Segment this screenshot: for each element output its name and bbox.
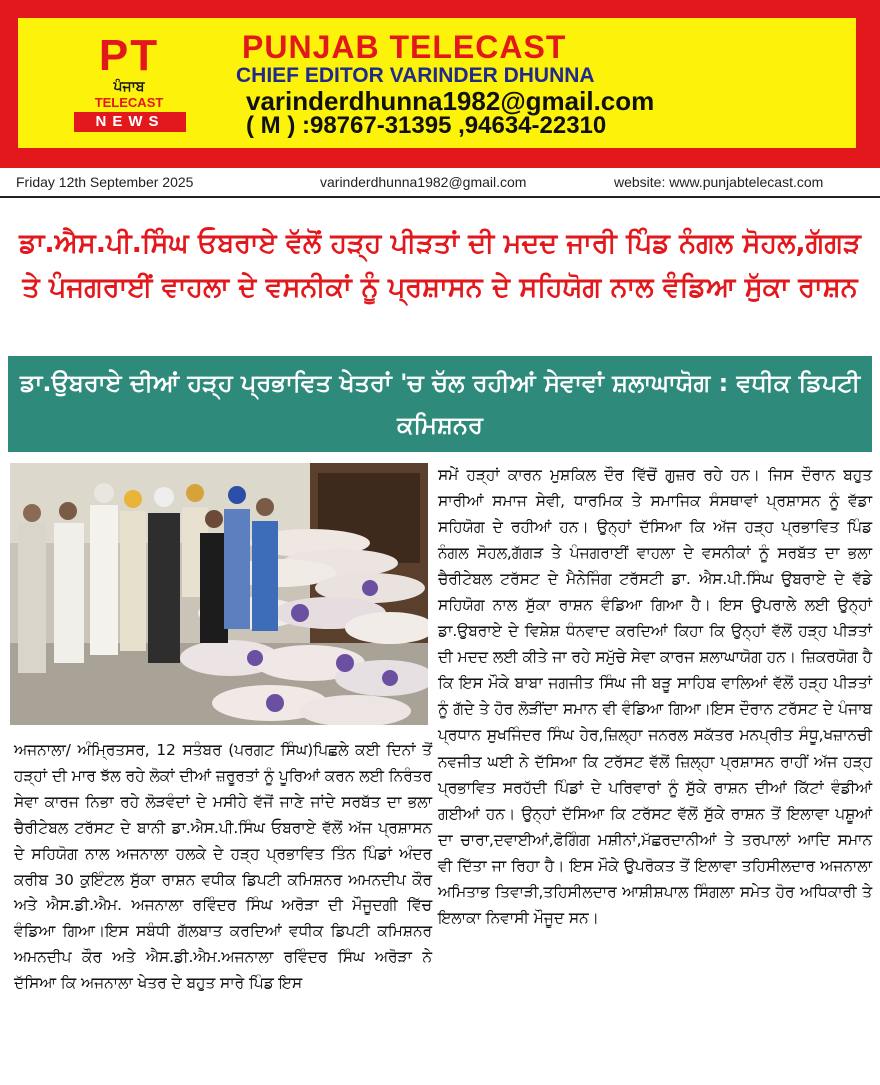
masthead-editor: CHIEF EDITOR VARINDER DHUNNA bbox=[236, 64, 595, 87]
masthead-email: varinderdhunna1982@gmail.com bbox=[246, 86, 655, 116]
article-subheadline: ਡਾ.ਉਬਰਾਏ ਦੀਆਂ ਹੜ੍ਹ ਪ੍ਰਭਾਵਿਤ ਖੇਤਰਾਂ 'ਚ ਚੱਲ ਰਹੀਆਂ ਸੇਵਾਵਾਂ ਸ਼ਲਾਘਾਯੋਗ : ਵਧੀਕ ਡਿਪਟੀ ਕਮਿਸ਼ਨਰ bbox=[8, 356, 872, 452]
info-email: varinderdhunna1982@gmail.com bbox=[320, 174, 527, 190]
logo-telecast-text: TELECAST bbox=[94, 95, 164, 110]
logo-news-text: NEWS bbox=[74, 112, 186, 132]
masthead-title: PUNJAB TELECAST bbox=[242, 29, 567, 65]
article-headline: ਡਾ.ਐਸ.ਪੀ.ਸਿੰਘ ਓਬਰਾਏ ਵੱਲੋਂ ਹੜ੍ਹ ਪੀੜਤਾਂ ਦੀ ਮਦਦ ਜਾਰੀ ਪਿੰਡ ਨੰਗਲ ਸੋਹਲ,ਗੱਗੜ ਤੇ ਪੰਜਗਰਾਈਂ ਵਾਹਲਾ ਦੇ ਵਸਨੀਕਾਂ ਨੂੰ ਪ੍ਰਸ਼ਾਸਨ ਦੇ ਸਹਿਯੋਗ ਨਾਲ ਵੰਡਿਆ ਸੁੱਕਾ ਰਾਸ਼ਨ bbox=[19, 228, 861, 303]
article-body-right: ਸਮੇਂ ਹੜ੍ਹਾਂ ਕਾਰਨ ਮੁਸ਼ਕਿਲ ਦੌਰ ਵਿੱਚੋਂ ਗੁਜ਼ਰ ਰਹੇ ਹਨ। ਜਿਸ ਦੌਰਾਨ ਬਹੁਤ ਸਾਰੀਆਂ ਸਮਾਜ ਸੇਵੀ, ਧਾਰਮਿਕ ਤੇ ਸਮਾਜਿਕ ਸੰਸਥਾਵਾਂ ਪ੍ਰਸ਼ਾਸਨ ਨੂੰ ਵੱਡਾ ਸਹਿਯੋਗ ਦੇ ਰਹੀਆਂ ਹਨ। ਉਨ੍ਹਾਂ ਦੱਸਿਆ ਕਿ ਅੱਜ ਹੜ੍ਹ ਪ੍ਰਭਾਵਿਤ ਪਿੰਡ ਨੰਗਲ ਸੋਹਲ,ਗੱਗੜ ਤੇ ਪੰਜਗਰਾਈਂ ਵਾਹਲਾ ਦੇ ਵਸਨੀਕਾਂ ਨੂੰ ਸਰਬੱਤ ਦਾ ਭਲਾ ਚੈਰੀਟੇਬਲ ਟਰੱਸਟ ਦੇ ਮੈਨੇਜਿੰਗ ਟਰੱਸਟੀ ਡਾ. ਐਸ.ਪੀ.ਸਿੰਘ ਉਬਰਾਏ ਦੇ ਵੱਡੇ ਸਹਿਯੋਗ ਨਾਲ ਸੁੱਕਾ ਰਾਸ਼ਨ ਵੰਡਿਆ ਗਿਆ ਹੈ। ਇਸ ਉਪਰਾਲੇ ਲਈ ਉਨ੍ਹਾਂ ਡਾ.ਉਬਰਾਏ ਦੇ ਵਿਸ਼ੇਸ਼ ਧੰਨਵਾਦ ਕਰਦਿਆਂ ਕਿਹਾ ਕਿ ਉਨ੍ਹਾਂ ਵੱਲੋਂ ਹੜ੍ਹ ਪੀੜਤਾਂ ਦੀ ਮਦਦ ਲਈ ਕੀਤੇ ਜਾ ਰਹੇ ਸਮੁੱਚੇ ਸੇਵਾ ਕਾਰਜ ਸ਼ਲਾਘਾਯੋਗ ਹਨ। ਜ਼ਿਕਰਯੋਗ ਹੈ ਕਿ ਇਸ ਮੌਕੇ ਬਾਬਾ ਜਗਜੀਤ ਸਿੰਘ ਜੀ ਬੜੂ ਸਾਹਿਬ ਵਾਲਿਆਂ ਵੱਲੋਂ ਹੜ੍ਹ ਪੀੜਤਾਂ ਨੂੰ ਗੱਦੇ ਤੇ ਹੋਰ ਲੋੜੀਂਦਾ ਸਮਾਨ ਵੀ ਵੰਡਿਆ ਗਿਆ।ਇਸ ਦੌਰਾਨ ਟਰੱਸਟ ਦੇ ਪੰਜਾਬ ਪ੍ਰਧਾਨ ਸੁਖਜਿੰਦਰ ਸਿੰਘ ਹੇਰ,ਜ਼ਿਲ੍ਹਾ ਜਨਰਲ ਸਕੱਤਰ ਮਨਪ੍ਰੀਤ ਸੰਧੂ,ਖਜ਼ਾਨਚੀ ਨਵਜੀਤ ਘਈ ਨੇ ਦੱਸਿਆ ਕਿ ਟਰੱਸਟ ਵੱਲੋਂ ਜ਼ਿਲ੍ਹਾ ਪ੍ਰਸ਼ਾਸਨ ਰਾਹੀਂ ਅੱਜ ਹੜ੍ਹ ਪ੍ਰਭਾਵਿਤ ਸਰਹੱਦੀ ਪਿੰਡਾਂ ਦੇ ਪਰਿਵਾਰਾਂ ਨੂੰ ਸੁੱਕੇ ਰਾਸ਼ਨ ਦੀਆਂ ਕਿੱਟਾਂ ਵੰਡੀਆਂ ਗਈਆਂ ਹਨ। ਉਨ੍ਹਾਂ ਦੱਸਿਆ ਕਿ ਟਰੱਸਟ ਵੱਲੋਂ ਸੁੱਕੇ ਰਾਸ਼ਨ ਤੋਂ ਇਲਾਵਾ ਪਸ਼ੂਆਂ ਦਾ ਚਾਰਾ,ਦਵਾਈਆਂ,ਫੋਗਿੰਗ ਮਸ਼ੀਨਾਂ,ਮੱਛਰਦਾਨੀਆਂ ਤੇ ਤਰਪਾਲਾਂ ਆਦਿ ਸਮਾਨ ਵੀ ਦਿੱਤਾ ਜਾ ਰਿਹਾ ਹੈ। ਇਸ ਮੌਕੇ ਉਪਰੋਕਤ ਤੋਂ ਇਲਾਵਾ ਤਹਿਸੀਲਦਾਰ ਅਜਨਾਲਾ ਅਮਿਤਾਭ ਤਿਵਾੜੀ,ਤਹਿਸੀਲਦਾਰ ਆਸ਼ੀਸ਼ਪਾਲ ਸਿੰਗਲਾ ਸਮੇਤ ਹੋਰ ਅਧਿਕਾਰੀ ਤੇ ਇਲਾਕਾ ਨਿਵਾਸੀ ਮੌਜੂਦ ਸਨ। bbox=[438, 466, 872, 927]
issue-date: Friday 12th September 2025 bbox=[16, 174, 194, 190]
logo-pt-text: PT bbox=[98, 31, 160, 80]
pt-news-logo bbox=[40, 31, 218, 132]
logo-punjabi-text: ਪੰਜਾਬ bbox=[113, 79, 145, 95]
masthead bbox=[0, 0, 880, 168]
info-website: website: www.punjabtelecast.com bbox=[614, 174, 824, 190]
info-bar bbox=[0, 168, 880, 198]
article-photo bbox=[10, 463, 428, 725]
article-body-left: ਅਜਨਾਲਾ/ ਅੰਮ੍ਰਿਤਸਰ, 12 ਸਤੰਬਰ (ਪਰਗਟ ਸਿੰਘ)ਪਿਛਲੇ ਕਈ ਦਿਨਾਂ ਤੋਂ ਹੜ੍ਹਾਂ ਦੀ ਮਾਰ ਝੱਲ ਰਹੇ ਲੋਕਾਂ ਦੀਆਂ ਜ਼ਰੂਰਤਾਂ ਨੂੰ ਪੂਰਿਆਂ ਕਰਨ ਲਈ ਨਿਰੰਤਰ ਸੇਵਾ ਕਾਰਜ ਨਿਭਾ ਰਹੇ ਲੋੜਵੰਦਾਂ ਦੇ ਮਸੀਹੇ ਵੱਜੋਂ ਜਾਣੇ ਜਾਂਦੇ ਸਰਬੱਤ ਦਾ ਭਲਾ ਚੈਰੀਟੇਬਲ ਟਰੱਸਟ ਦੇ ਬਾਨੀ ਡਾ.ਐਸ.ਪੀ.ਸਿੰਘ ਓਬਰਾਏ ਵੱਲੋਂ ਅੱਜ ਪ੍ਰਸ਼ਾਸਨ ਦੇ ਸਹਿਯੋਗ ਨਾਲ ਅਜਨਾਲਾ ਹਲਕੇ ਦੇ ਹੜ੍ਹ ਪ੍ਰਭਾਵਿਤ ਤਿੰਨ ਪਿੰਡਾਂ ਅੰਦਰ ਕਰੀਬ 30 ਕੁਇੰਟਲ ਸੁੱਕਾ ਰਾਸ਼ਨ ਵਧੀਕ ਡਿਪਟੀ ਕਮਿਸ਼ਨਰ ਅਮਨਦੀਪ ਕੌਰ ਅਤੇ ਐਸ.ਡੀ.ਐਮ. ਅਜਨਾਲਾ ਰਵਿੰਦਰ ਸਿੰਘ ਅਰੋੜਾ ਦੀ ਮੌਜੂਦਗੀ ਵਿੱਚ ਵੰਡਿਆ ਗਿਆ।ਇਸ ਸਬੰਧੀ ਗੱਲਬਾਤ ਕਰਦਿਆਂ ਵਧੀਕ ਡਿਪਟੀ ਕਮਿਸ਼ਨਰ ਅਮਨਦੀਪ ਕੌਰ ਅਤੇ ਐਸ.ਡੀ.ਐਮ.ਅਜਨਾਲਾ ਰਵਿੰਦਰ ਸਿੰਘ ਅਰੋੜਾ ਨੇ ਦੱਸਿਆ ਕਿ ਅਜਨਾਲਾ ਖੇਤਰ ਦੇ ਬਹੁਤ ਸਾਰੇ ਪਿੰਡ ਇਸ bbox=[14, 741, 432, 993]
masthead-phone: ( M ) :98767-31395 ,94634-22310 bbox=[246, 112, 607, 139]
